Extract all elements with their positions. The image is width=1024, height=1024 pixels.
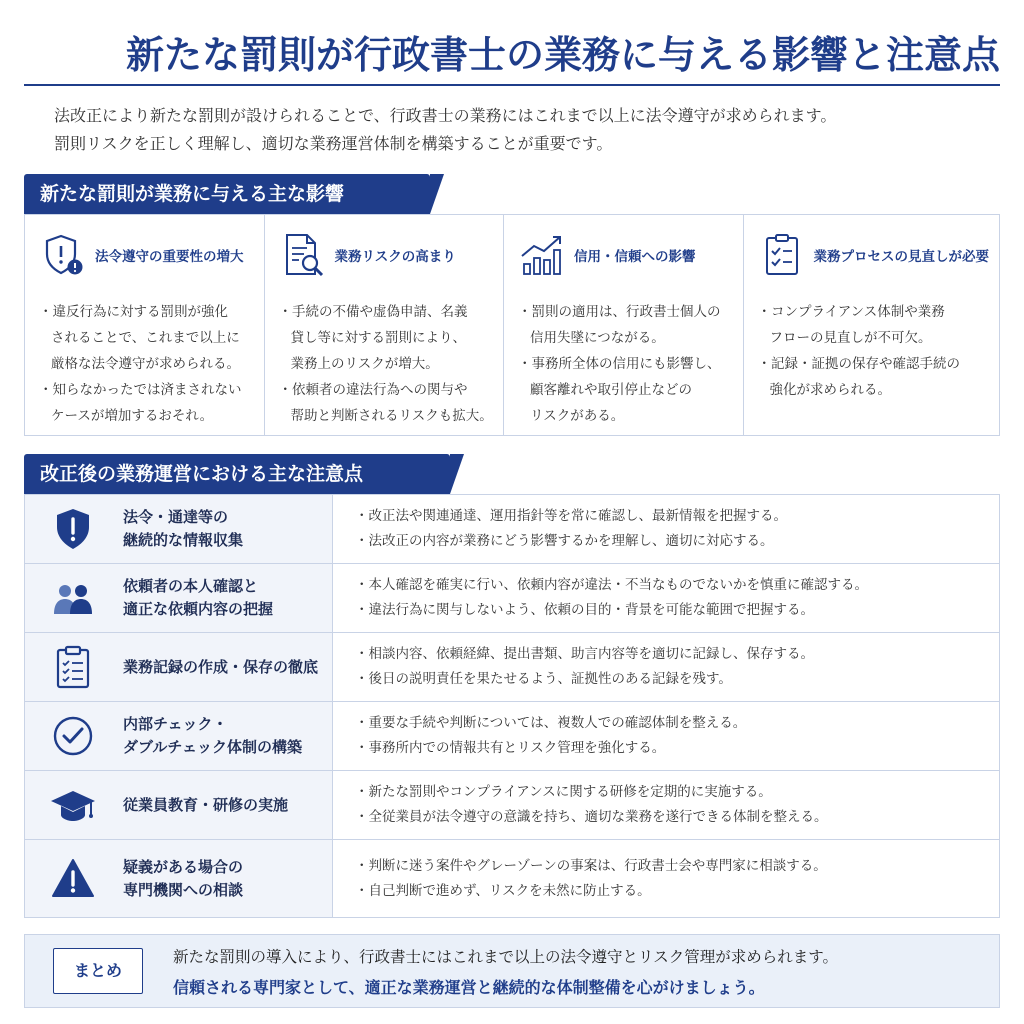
impact-point: されることで、これまで以上に <box>51 330 240 346</box>
row-label: ダブルチェック体制の構築 <box>123 738 302 756</box>
table-row <box>25 633 999 702</box>
impact-title: 業務リスクの高まり <box>334 249 456 265</box>
impact-point: 顧客離れや取引停止などの <box>530 382 692 398</box>
impact-point: ・違反行為に対する罰則が強化 <box>39 304 228 320</box>
impact-point: 厳格な法令遵守が求められる。 <box>51 356 240 372</box>
impact-point: 信用失墜につながる。 <box>530 330 665 346</box>
row-point: ・違法行為に関与しないよう、依頼の目的・背景を可能な範囲で把握する。 <box>355 602 814 618</box>
impact-point: フローの見直しが不可欠。 <box>769 330 932 346</box>
table-row <box>25 702 999 771</box>
row-point: ・重要な手続や判断については、複数人での確認体制を整える。 <box>355 715 747 731</box>
intro-line: 法改正により新たな罰則が設けられることで、行政書士の業務にはこれまで以上に法令遵守が求められます。 <box>54 106 837 125</box>
row-label: 適正な依頼内容の把握 <box>123 600 274 618</box>
impact-point: 強化が求められる。 <box>769 382 891 398</box>
row-label: 疑義がある場合の <box>123 857 244 876</box>
table-row <box>25 840 999 917</box>
summary-text: 新たな罰則の導入により、行政書士にはこれまで以上の法令遵守とリスク管理が求められます。 <box>173 948 838 966</box>
intro-line: 罰則リスクを正しく理解し、適切な業務運営体制を構築することが重要です。 <box>54 134 613 153</box>
cautions-table <box>24 494 1000 918</box>
shield-exclamation-icon <box>49 505 97 553</box>
cautions-heading: 改正後の業務運営における主な注意点 <box>24 454 450 494</box>
impact-point: 帮助と判断されるリスクも拡大。 <box>290 408 493 424</box>
impact-point: 貸し等に対する罰則により、 <box>290 330 466 346</box>
impact-point: ・依頼者の違法行為への関与や <box>278 382 468 398</box>
row-label: 業務記録の作成・保存の徹底 <box>123 657 319 676</box>
row-label: 内部チェック・ <box>123 715 228 733</box>
intro-text <box>54 102 836 158</box>
row-point: ・全従業員が法令遵守の意識を持ち、適切な業務を遂行できる体制を整える。 <box>355 809 828 825</box>
title-divider <box>24 84 1000 86</box>
document-search-icon <box>279 230 329 280</box>
row-point: ・事務所内での情報共有とリスク管理を強化する。 <box>355 740 666 756</box>
impact-point: ・事務所全体の信用にも影響し、 <box>518 356 721 372</box>
row-point: ・判断に迷う案件やグレーゾーンの事案は、行政書士会や専門家に相談する。 <box>355 857 827 874</box>
row-point: ・改正法や関連通達、運用指針等を常に確認し、最新情報を把握する。 <box>355 508 787 524</box>
graduation-cap-icon <box>49 781 97 829</box>
people-icon <box>49 574 97 622</box>
row-label: 従業員教育・研修の実施 <box>123 795 289 814</box>
row-label: 法令・通達等の <box>123 508 229 526</box>
impact-title: 法令遵守の重要性の増大 <box>95 249 244 265</box>
impact-title: 信用・信頼への影響 <box>574 249 696 265</box>
impact-point: リスクがある。 <box>530 408 625 424</box>
impact-point: 業務上のリスクが増大。 <box>290 356 439 372</box>
impact-card <box>744 215 1000 435</box>
summary-box <box>24 934 1000 1008</box>
table-row <box>25 771 999 840</box>
row-point: ・新たな罰則やコンプライアンスに関する研修を定期的に実施する。 <box>355 784 772 800</box>
impacts-heading: 新たな罰則が業務に与える主な影響 <box>24 174 430 214</box>
row-label: 依頼者の本人確認と <box>123 577 259 595</box>
page-title: 新たな罰則が行政書士の業務に与える影響と注意点 <box>125 33 1000 77</box>
check-circle-icon <box>49 712 97 760</box>
impact-point: ・知らなかったでは済まされない <box>39 382 242 398</box>
impact-point: ・記録・証拠の保存や確認手続の <box>757 356 960 372</box>
row-point: ・法改正の内容が業務にどう影響するかを理解し、適切に対応する。 <box>355 533 774 549</box>
impact-point: ・コンプライアンス体制や業務 <box>757 304 945 320</box>
table-row <box>25 495 999 564</box>
summary-badge: まとめ <box>53 948 143 994</box>
chart-up-icon <box>518 230 568 280</box>
summary-emphasis: 信頼される専門家として、適正な業務運営と継続的な体制整備を心がけましょう。 <box>173 978 765 997</box>
impact-point: ・罰則の適用は、行政書士個人の <box>518 304 721 320</box>
impact-title: 業務プロセスの見直しが必要 <box>813 249 989 265</box>
impact-point: ケースが増加するおそれ。 <box>51 408 214 424</box>
impact-card <box>265 215 505 435</box>
impact-point: ・手続の不備や虚偽申請、名義 <box>278 304 468 320</box>
row-label: 専門機関への相談 <box>123 880 244 899</box>
shield-alert-icon <box>39 230 89 280</box>
warning-triangle-icon <box>49 855 97 903</box>
clipboard-icon <box>49 643 97 691</box>
row-point: ・本人確認を確実に行い、依頼内容が違法・不当なものでないかを慎重に確認する。 <box>355 577 868 593</box>
row-point: ・後日の説明責任を果たせるよう、証拠性のある記録を残す。 <box>355 671 732 687</box>
impact-card <box>504 215 744 435</box>
row-point: ・相談内容、依頼経緯、提出書類、助言内容等を適切に記録し、保存する。 <box>355 646 814 662</box>
row-point: ・自己判断で進めず、リスクを未然に防止する。 <box>355 882 651 899</box>
impact-card <box>25 215 265 435</box>
impacts-panel <box>24 214 1000 436</box>
table-row <box>25 564 999 633</box>
checklist-icon <box>758 230 808 280</box>
row-label: 継続的な情報収集 <box>123 531 244 549</box>
